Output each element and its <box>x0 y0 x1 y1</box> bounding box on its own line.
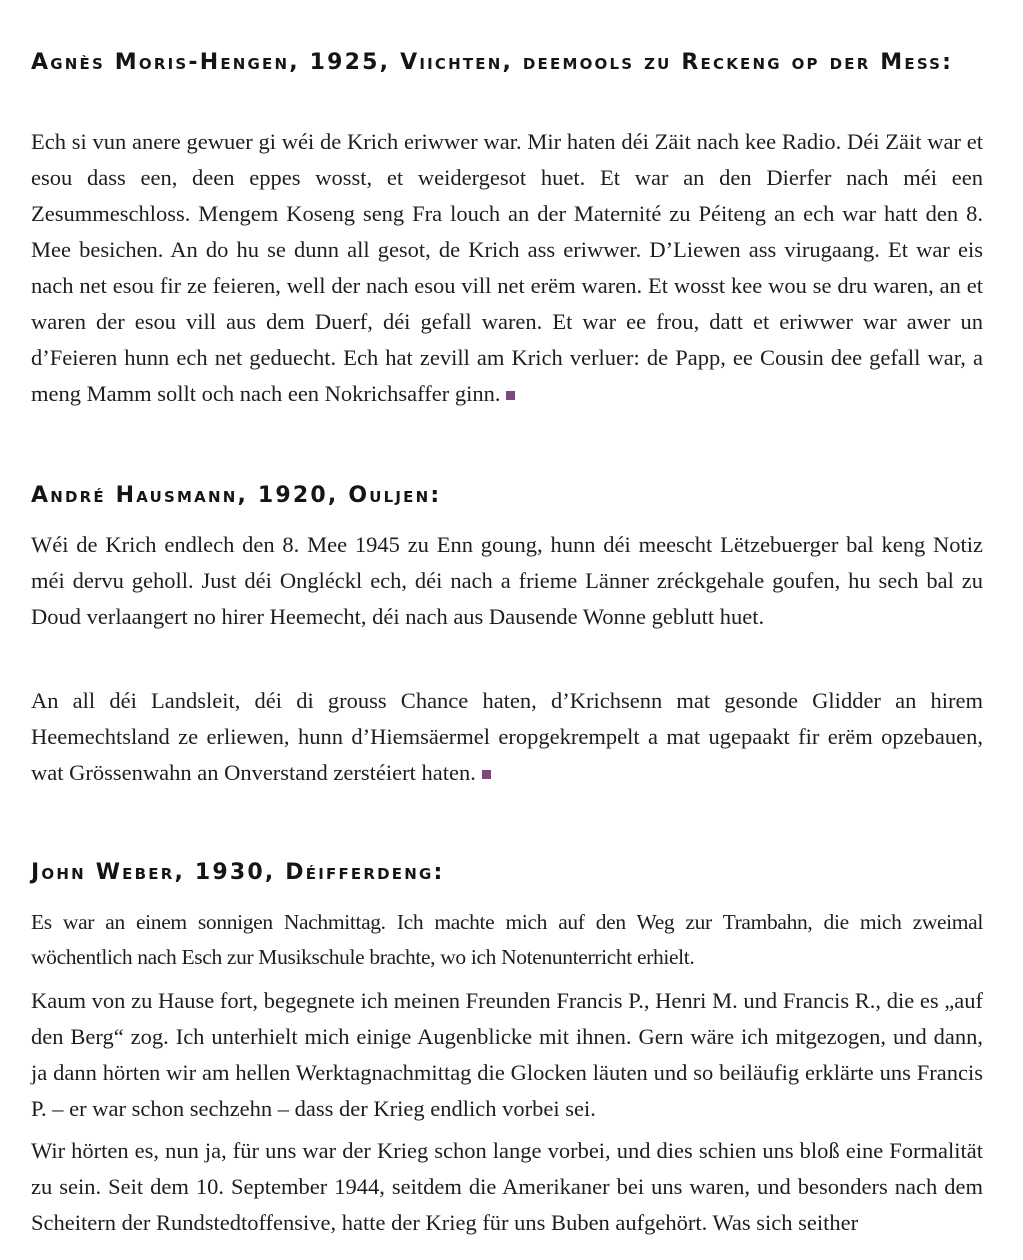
section-heading-andre-hausmann: André Hausmann, 1920, Ouljen: <box>31 483 442 508</box>
section-paragraph <box>31 683 983 791</box>
section-paragraph: Kaum von zu Hause fort, begegnete ich meinen Freunden Francis P., Henri M. und Francis R., die es „auf den Berg“ zog. Ich unterhielt mich einige Augenblicke mit ihnen. Gern wäre ich mitgezogen, und dann, ja dann hörten wir am hellen Werktagnachmittag die Glocken läuten und so beiläufig erklärte uns Francis P. – er war schon sechzehn – dass der Krieg endlich vorbei sei. <box>31 988 983 1121</box>
section-paragraph <box>31 124 983 412</box>
section-paragraph: Es war an einem sonnigen Nachmittag. Ich machte mich auf den Weg zur Trambahn, die mich zweimal wöchentlich nach Esch zur Musikschule brachte, wo ich Notenunterricht erhielt. <box>31 910 983 969</box>
end-mark-icon <box>506 391 515 400</box>
section-paragraph: Wir hörten es, nun ja, für uns war der Krieg schon lange vorbei, und dies schien uns bloß eine Formalität zu sein. Seit dem 10. September 1944, seitdem die Amerikaner bei uns waren, und besonders nach dem Scheitern der Rundstedtoffensive, hatte der Krieg für uns Buben aufgehört. Was sich seither <box>31 1138 983 1235</box>
section-heading-john-weber: John Weber, 1930, Déifferdeng: <box>31 860 445 885</box>
end-mark-icon <box>482 770 491 779</box>
section-heading-agnes-moris-hengen: Agnès Moris-Hengen, 1925, Viichten, deemools zu Reckeng op der Mess: <box>31 50 954 75</box>
section-paragraph: Wéi de Krich endlech den 8. Mee 1945 zu Enn goung, hunn déi meescht Lëtzebuerger bal keng Notiz méi dervu geholl. Just déi Ongléckl ech, déi nach a frieme Länner zréckgehale goufen, hu sech bal zu Doud verlaangert no hirer Heemecht, déi nach aus Dausende Wonne geblutt huet. <box>31 532 983 629</box>
paragraph-text: Ech si vun anere gewuer gi wéi de Krich eriwwer war. Mir haten déi Zäit nach kee Radio. Déi Zäit war et esou dass een, deen eppes wosst, et weidergesot huet. Et war an den Dierfer nach méi een Zesummeschloss. Mengem Koseng seng Fra louch an der Maternité zu Péiteng an ech war hatt den 8. Mee besichen. An do hu se dunn all gesot, de Krich ass eriwwer. D’Liewen ass virugaang. Et war eis nach net esou fir ze feieren, well der nach esou vill net erëm waren. Et wosst kee wou se dru waren, an et waren der esou vill aus dem Duerf, déi gefall waren. Et war ee frou, datt et eriwwer war awer un d’Feieren hunn ech net geduecht. Ech hat zevill am Krich verluer: de Papp, ee Cousin dee gefall war, a meng Mamm sollt och nach een Nokrichsaffer ginn. <box>31 129 983 406</box>
paragraph-text: An all déi Landsleit, déi di grouss Chance haten, d’Krichsenn mat gesonde Glidder an hirem Heemechtsland ze erliewen, hunn d’Hiemsäermel eropgekrempelt a mat ugepaakt fir erëm opzebauen, wat Grössenwahn an Onverstand zerstéiert haten. <box>31 688 983 785</box>
